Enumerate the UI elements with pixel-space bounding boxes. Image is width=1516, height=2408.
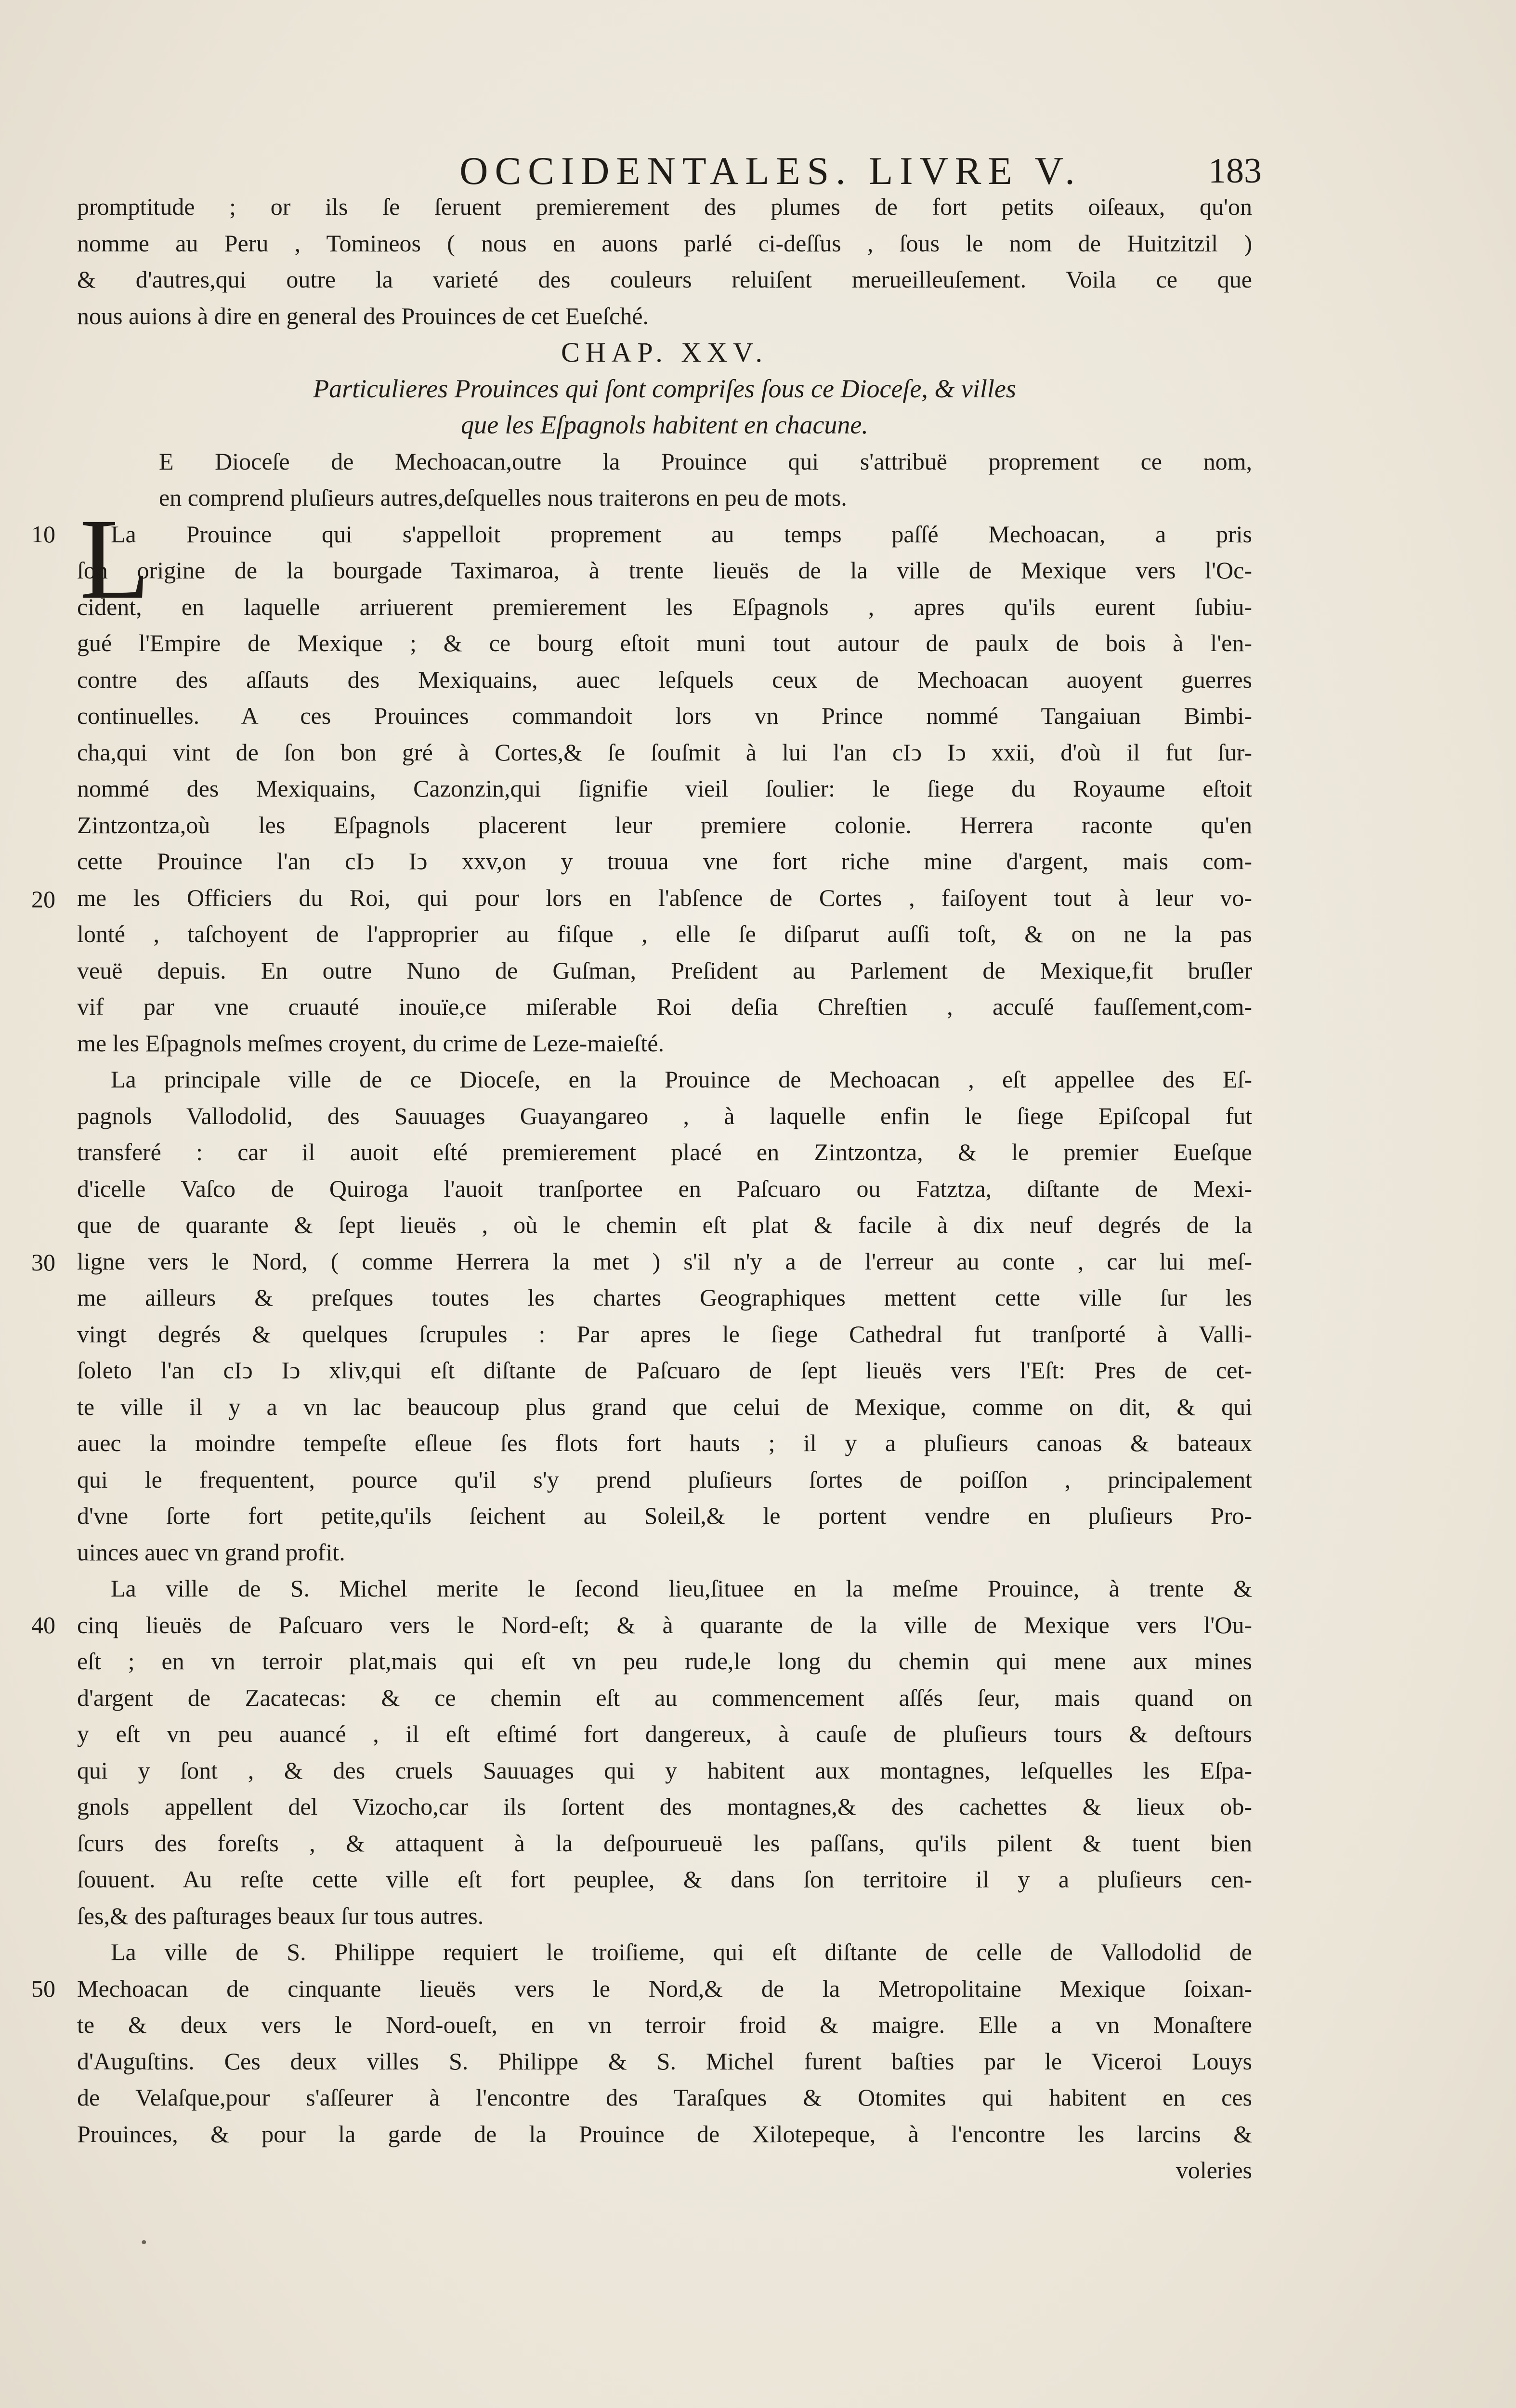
text-line: La ville de S. Philippe requiert le troiſieme, qui eſt diſtante de celle de Vallodolid de <box>111 1938 1252 1965</box>
text-line: d'Auguſtins. Ces deux villes S. Philippe & S. Michel furent baſties par le Viceroi Louys <box>77 2047 1252 2075</box>
line-number: 40 <box>31 1611 55 1638</box>
running-header: OCCIDENTALES. LIVRE V. <box>459 149 1082 193</box>
text-line: pagnols Vallodolid, des Sauuages Guayangareo , à laquelle enfin le ſiege Epiſcopal fut <box>77 1102 1252 1129</box>
text-line: d'argent de Zacatecas: & ce chemin eſt au commencement aſſés ſeur, mais quand on <box>77 1684 1252 1711</box>
text-line: E Dioceſe de Mechoacan,outre la Prouince qui s'attribuë proprement ce nom, <box>159 447 1252 475</box>
chapter-subtitle: Particulieres Prouinces qui ſont compriſes ſous ce Dioceſe, & villes <box>313 374 1016 403</box>
text-line: nous auions à dire en general des Prouinces de cet Eueſché. <box>77 302 649 329</box>
text-line: ſon origine de la bourgade Taximaroa, à trente lieuës de la ville de Mexique vers l'Oc- <box>77 557 1252 584</box>
chapter-heading: CHAP. XXV. <box>561 337 768 368</box>
text-line: auec la moindre tempeſte eſleue ſes flots fort hauts ; il y a pluſieurs canoas & bateaux <box>77 1429 1252 1456</box>
text-line: nommé des Mexiquains, Cazonzin,qui ſignifie vieil ſoulier: le ſiege du Royaume eſtoit <box>77 775 1252 802</box>
text-line: uinces auec vn grand profit. <box>77 1538 345 1566</box>
text-line: & d'autres,qui outre la varieté des couleurs reluiſent merueilleuſement. Voila ce que <box>77 266 1252 293</box>
text-line: cha,qui vint de ſon bon gré à Cortes,& ſe ſouſmit à lui l'an cIↄ Iↄ xxii, d'où il fut ſur- <box>77 738 1252 766</box>
catchword: voleries <box>1176 2157 1252 2184</box>
text-line: qui le frequentent, pource qu'il s'y prend pluſieurs ſortes de poiſſon , principalement <box>77 1466 1252 1493</box>
text-line: contre des aſſauts des Mexiquains, auec leſquels ceux de Mechoacan auoyent guerres <box>77 666 1252 693</box>
text-line: La principale ville de ce Dioceſe, en la Prouince de Mechoacan , eſt appellee des Eſ- <box>111 1066 1252 1093</box>
text-line: continuelles. A ces Prouinces commandoit lors vn Prince nommé Tangaiuan Bimbi- <box>77 702 1252 729</box>
text-line: me les Eſpagnols meſmes croyent, du crime de Leze-maieſté. <box>77 1029 664 1057</box>
page-number: 183 <box>1208 151 1262 191</box>
text-line: d'icelle Vaſco de Quiroga l'auoit tranſportee en Paſcuaro ou Fatztza, diſtante de Mexi- <box>77 1175 1252 1202</box>
text-line: lonté , taſchoyent de l'approprier au fiſque , elle ſe diſparut auſſi toſt, & on ne la pas <box>77 920 1252 947</box>
chapter-subtitle: que les Eſpagnols habitent en chacune. <box>461 410 868 439</box>
text-line: Mechoacan de cinquante lieuës vers le Nord,& de la Metropolitaine Mexique ſoixan- <box>77 1975 1252 2002</box>
text-line: nomme au Peru , Tomineos ( nous en auons parlé ci-deſſus , ſous le nom de Huitzitzil ) <box>77 229 1252 257</box>
text-line: te ville il y a vn lac beaucoup plus grand que celui de Mexique, comme on dit, & qui <box>77 1393 1252 1420</box>
text-line: en comprend pluſieurs autres,deſquelles nous traiterons en peu de mots. <box>159 484 847 511</box>
text-line: transferé : car il auoit eſté premierement placé en Zintzontza, & le premier Eueſque <box>77 1139 1252 1165</box>
text-line: ſcurs des foreſts , & attaquent à la deſpourueuë les paſſans, qu'ils pilent & tuent bien <box>77 1829 1252 1857</box>
text-line: promptitude ; or ils ſe ſeruent premierement des plumes de fort petits oiſeaux, qu'on <box>77 193 1252 220</box>
text-line: cinq lieuës de Paſcuaro vers le Nord-eſt; & à quarante de la ville de Mexique vers l'Ou- <box>77 1611 1252 1638</box>
line-number: 20 <box>31 886 55 913</box>
text-line: Prouinces, & pour la garde de la Prouince de Xilotepeque, à l'encontre les larcins & <box>77 2120 1252 2147</box>
drop-cap: L <box>79 495 150 623</box>
text-line: La ville de S. Michel merite le ſecond lieu,ſituee en la meſme Prouince, à trente & <box>111 1575 1252 1602</box>
text-line: vingt degrés & quelques ſcrupules : Par apres le ſiege Cathedral fut tranſporté à Valli- <box>77 1320 1252 1348</box>
line-number: 30 <box>31 1249 55 1276</box>
text-line: eſt ; en vn terroir plat,mais qui eſt vn peu rude,le long du chemin qui mene aux mines <box>77 1648 1252 1675</box>
text-line: cette Prouince l'an cIↄ Iↄ xxv,on y trouua vne fort riche mine d'argent, mais com- <box>77 848 1252 875</box>
text-line: gnols appellent del Vizocho,car ils ſortent des montagnes,& des cachettes & lieux ob- <box>77 1793 1252 1820</box>
text-line: ſes,& des paſturages beaux ſur tous autres. <box>77 1902 484 1929</box>
text-line: de Velaſque,pour s'aſſeurer à l'encontre des Taraſques & Otomites qui habitent en ces <box>77 2084 1252 2111</box>
body-text <box>77 189 1252 2189</box>
text-line: La Prouince qui s'appelloit proprement au temps paſſé Mechoacan, a pris <box>111 520 1252 548</box>
line-number: 10 <box>31 521 55 548</box>
text-line: Zintzontza,où les Eſpagnols placerent leur premiere colonie. Herrera raconte qu'en <box>77 811 1252 838</box>
text-line: d'vne ſorte fort petite,qu'ils ſeichent au Soleil,& le portent vendre en pluſieurs Pro- <box>77 1502 1252 1529</box>
text-line: me ailleurs & preſques toutes les chartes Geographiques mettent cette ville ſur les <box>77 1284 1252 1311</box>
text-line: que de quarante & ſept lieuës , où le chemin eſt plat & facile à dix neuf degrés de la <box>77 1211 1252 1238</box>
line-number: 50 <box>31 1975 55 2002</box>
text-line: veuë depuis. En outre Nuno de Guſman, Preſident au Parlement de Mexique,fit bruſler <box>77 956 1252 984</box>
text-line: vif par vne cruauté inouïe,ce miſerable Roi deſia Chreſtien , accuſé fauſſement,com- <box>77 993 1252 1020</box>
text-line: cident, en laquelle arriuerent premierement les Eſpagnols , apres qu'ils eurent ſubiu- <box>77 593 1252 620</box>
text-line: ſoleto l'an cIↄ Iↄ xliv,qui eſt diſtante de Paſcuaro de ſept lieuës vers l'Eſt: Pres de cet- <box>77 1357 1252 1384</box>
text-line: ſouuent. Au reſte cette ville eſt fort peuplee, & dans ſon territoire il y a pluſieurs cen- <box>77 1866 1252 1893</box>
text-line: me les Officiers du Roi, qui pour lors en l'abſence de Cortes , faiſoyent tout à leur vo- <box>77 884 1252 911</box>
printer-mark: • <box>140 2235 148 2251</box>
text-line: y eſt vn peu auancé , il eſt eſtimé fort dangereux, à cauſe de pluſieurs tours & deſtours <box>77 1720 1252 1747</box>
text-line: qui y ſont , & des cruels Sauuages qui y habitent aux montagnes, leſquelles les Eſpa- <box>77 1756 1252 1784</box>
text-line: gué l'Empire de Mexique ; & ce bourg eſtoit muni tout autour de paulx de bois à l'en- <box>77 629 1252 656</box>
text-line: te & deux vers le Nord-oueſt, en vn terroir froid & maigre. Elle a vn Monaſtere <box>77 2011 1252 2038</box>
text-line: ligne vers le Nord, ( comme Herrera la met ) s'il n'y a de l'erreur au conte , car lui meſ- <box>77 1247 1252 1275</box>
